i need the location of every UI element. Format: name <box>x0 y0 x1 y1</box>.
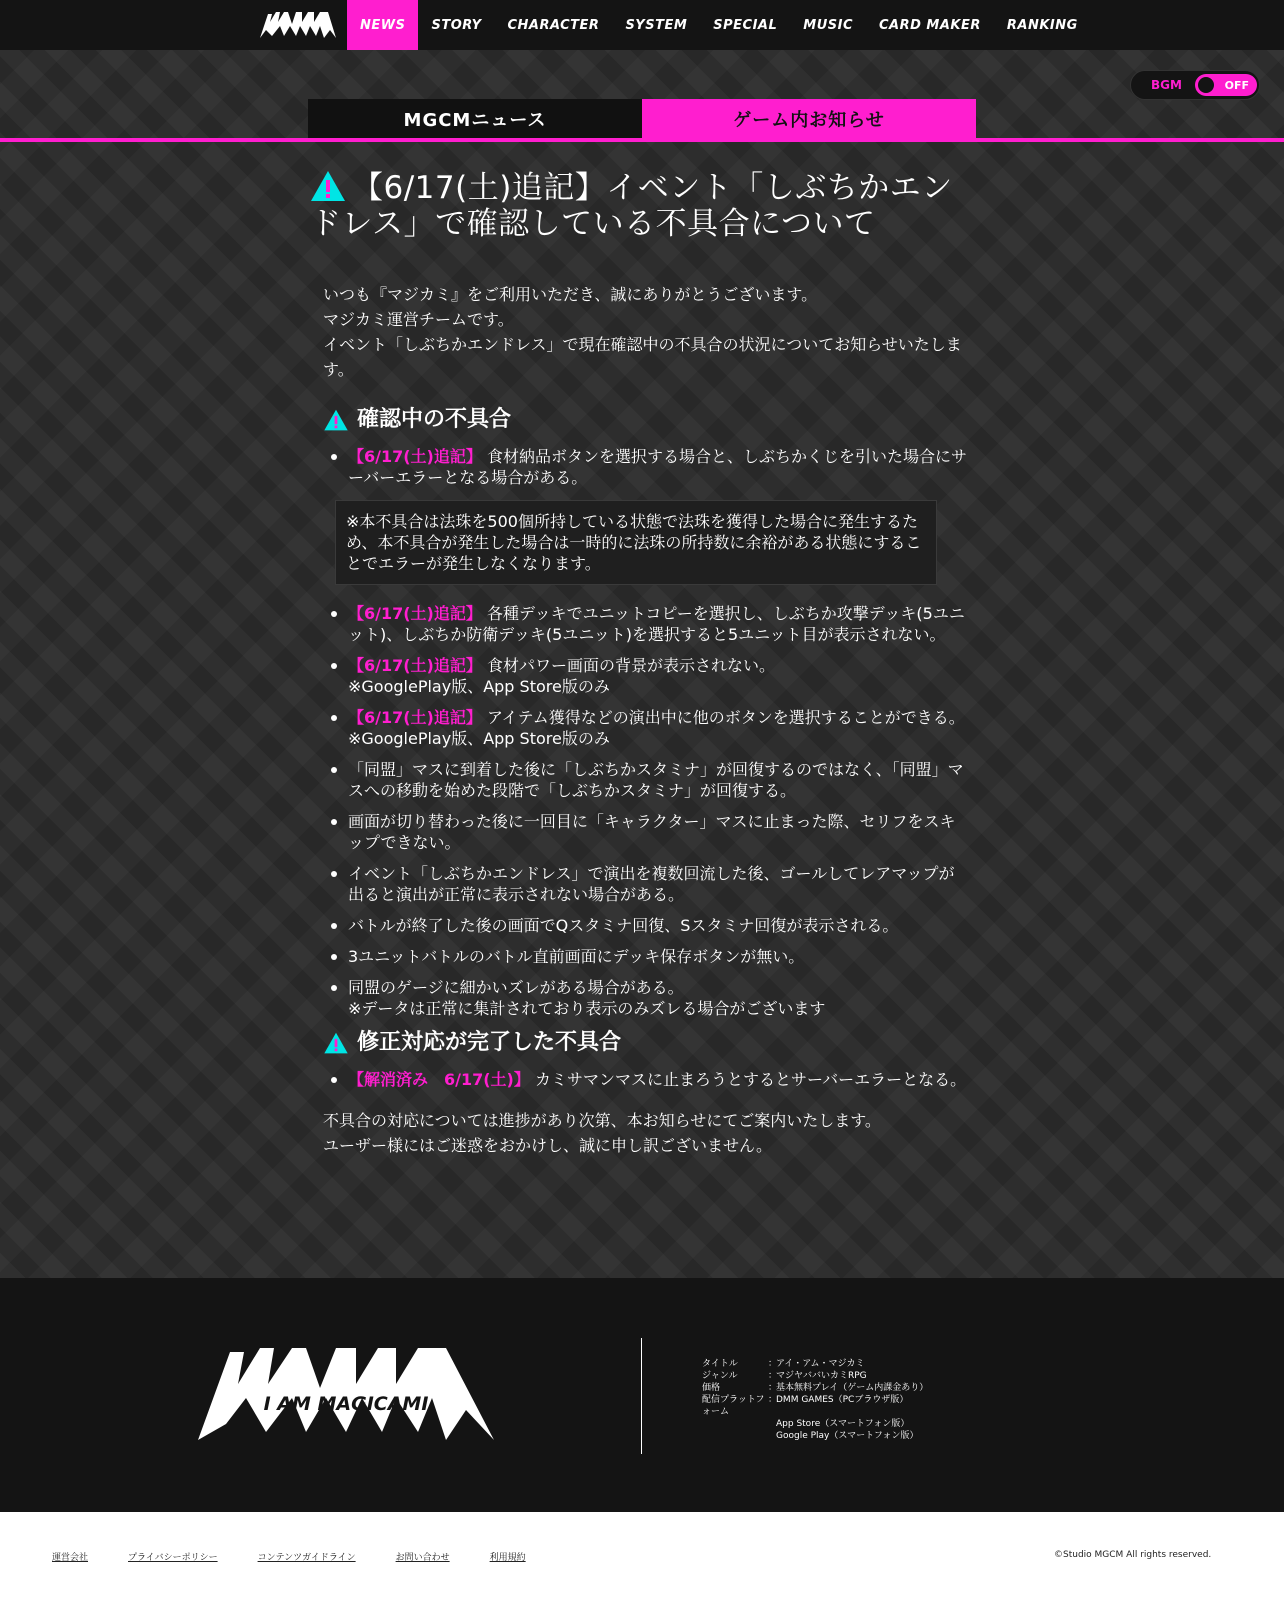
info-value: マジヤババいカミRPG <box>776 1371 867 1381</box>
info-row <box>702 1382 928 1394</box>
nav-item-news[interactable]: NEWS <box>347 0 418 50</box>
bug-text: アイテム獲得などの演出中に他のボタンを選択することができる。 <box>481 708 965 727</box>
tab-underline <box>0 138 1284 142</box>
nav-item-card-maker[interactable]: CARD MAKER <box>879 17 981 33</box>
nav-item-special[interactable]: SPECIAL <box>713 17 778 33</box>
article-title-text: 【6/17(土)追記】イベント「しぶちかエンドレス」で確認している不具合について <box>310 170 953 242</box>
update-tag: 【6/17(土)追記】 <box>348 656 482 675</box>
list-item <box>323 811 970 853</box>
bug-text: 「同盟」マスに到着した後に「しぶちかスタミナ」が回復するのではなく、「同盟」マスへの移動を始めた段階で「しぶちかスタミナ」が回復する。 <box>348 760 964 800</box>
list-item <box>323 946 970 967</box>
nav-item-character[interactable]: CHARACTER <box>507 17 600 33</box>
bug-text: 食材パワー画面の背景が表示されない。 <box>481 656 775 675</box>
info-value: Google Play（スマートフォン版） <box>776 1431 919 1441</box>
bug-text: 同盟のゲージに細かいズレがある場合がある。 <box>348 978 684 997</box>
section-heading-text: 修正対応が完了した不具合 <box>357 1030 622 1055</box>
nav-item-story[interactable]: STORY <box>431 17 482 33</box>
bug-list-investigating <box>323 446 970 488</box>
bug-text: 各種デッキでユニットコピーを選択し、しぶちか攻撃デッキ(5ユニット)、しぶちか防衛デッキ(5ユニット)を選択すると5ユニット目が表示されない。 <box>348 604 965 644</box>
bug-list-investigating-more <box>323 603 970 1019</box>
nav-item-music[interactable]: MUSIC <box>803 17 853 33</box>
footer-link[interactable]: 運営会社 <box>52 1553 89 1563</box>
list-item <box>323 759 970 801</box>
footer-link[interactable]: お問い合わせ <box>395 1553 450 1563</box>
info-row <box>702 1358 928 1370</box>
footer-links <box>52 1550 566 1563</box>
intro-text <box>323 282 970 382</box>
list-item <box>323 915 970 936</box>
info-value: DMM GAMES（PCブラウザ版） <box>776 1395 909 1405</box>
list-item <box>323 1069 970 1090</box>
info-separator: ： <box>768 1359 778 1369</box>
info-separator: ： <box>768 1395 778 1405</box>
bug-text: 食材納品ボタンを選択する場合と、しぶちかくじを引いた場合にサーバーエラーとなる場合がある。 <box>348 447 967 487</box>
bug-text: カミサマンマスに止まろうとするとサーバーエラーとなる。 <box>529 1070 967 1089</box>
article <box>310 170 970 1158</box>
info-row <box>702 1430 928 1442</box>
bgm-control <box>1130 70 1260 100</box>
info-key: ジャンル <box>702 1371 738 1381</box>
info-key: 価格 <box>702 1383 721 1393</box>
warning-icon <box>323 1032 349 1054</box>
section-heading-fixed <box>323 1029 970 1057</box>
update-tag: 【6/17(土)追記】 <box>348 708 482 727</box>
section-heading-investigating <box>323 406 970 434</box>
bug-text: 画面が切り替わった後に一回目に「キャラクター」マスに止まった際、セリフをスキップできない。 <box>348 812 956 852</box>
footer-divider <box>641 1338 642 1454</box>
tab-in-game-notice[interactable]: ゲーム内お知らせ <box>642 99 976 139</box>
bug-text: 3ユニットバトルのバトル直前画面にデッキ保存ボタンが無い。 <box>348 947 805 966</box>
bgm-toggle[interactable] <box>1195 74 1257 96</box>
info-row <box>702 1394 928 1418</box>
info-row <box>702 1418 928 1430</box>
site-logo[interactable] <box>258 8 338 42</box>
article-title <box>310 170 970 242</box>
intro-line: マジカミ運営チームです。 <box>323 310 514 329</box>
footer <box>0 1278 1284 1512</box>
bug-subnote: ※データは正常に集計されており表示のみズレる場合がございます <box>348 999 826 1018</box>
info-key <box>702 1418 768 1430</box>
info-separator: ： <box>768 1371 778 1381</box>
info-value: アイ・アム・マジカミ <box>776 1359 865 1369</box>
game-info <box>702 1358 928 1442</box>
info-separator <box>768 1430 776 1442</box>
info-row <box>702 1370 928 1382</box>
top-navbar <box>0 0 1284 50</box>
update-tag: 【6/17(土)追記】 <box>348 447 482 466</box>
list-item <box>323 655 970 697</box>
footer-logo-text: I AM MAGICAMI <box>263 1393 429 1415</box>
bug-text: イベント「しぶちかエンドレス」で演出を複数回流した後、ゴールしてレアマップが出ると演出が正常に表示されない場合がある。 <box>348 864 955 904</box>
section-heading-text: 確認中の不具合 <box>357 407 512 432</box>
intro-line: いつも『マジカミ』をご利用いただき、誠にありがとうございます。 <box>323 285 818 304</box>
warning-icon <box>323 409 349 431</box>
list-item <box>323 707 970 749</box>
bgm-state: OFF <box>1224 78 1249 92</box>
info-value: 基本無料プレイ（ゲーム内課金あり） <box>776 1383 929 1393</box>
footer-link[interactable]: 利用規約 <box>489 1553 526 1563</box>
closing-text <box>323 1108 970 1158</box>
list-item <box>323 446 970 488</box>
resolved-tag: 【解消済み 6/17(土)】 <box>348 1070 530 1089</box>
note-box: ※本不具合は法珠を500個所持している状態で法珠を獲得した場合に発生するため、本不具合が発生した場合は一時的に法珠の所持数に余裕がある状態にすることでエラーが発生しなくなります。 <box>335 500 937 585</box>
nav-item-system[interactable]: SYSTEM <box>625 17 688 33</box>
bottom-bar <box>0 1512 1284 1600</box>
main-nav <box>347 0 1091 50</box>
bug-subnote: ※GooglePlay版、App Store版のみ <box>348 729 610 748</box>
info-key: 配信プラットフォーム <box>702 1395 765 1417</box>
update-tag: 【6/17(土)追記】 <box>348 604 482 623</box>
info-value: App Store（スマートフォン版） <box>776 1419 910 1429</box>
tab-mgcm-news[interactable]: MGCMニュース <box>308 99 642 139</box>
info-separator <box>768 1418 776 1430</box>
info-separator: ： <box>768 1383 778 1393</box>
bug-subnote: ※GooglePlay版、App Store版のみ <box>348 677 610 696</box>
bgm-label: BGM <box>1151 78 1182 92</box>
footer-logo <box>196 1344 496 1444</box>
news-tabs <box>308 99 976 139</box>
intro-line: イベント「しぶちかエンドレス」で現在確認中の不具合の状況についてお知らせいたします。 <box>323 335 962 379</box>
bug-text: バトルが終了した後の画面でQスタミナ回復、Sスタミナ回復が表示される。 <box>348 916 899 935</box>
closing-line: 不具合の対応については進捗があり次第、本お知らせにてご案内いたします。 <box>323 1111 881 1130</box>
footer-link[interactable]: コンテンツガイドライン <box>257 1553 356 1563</box>
info-key: タイトル <box>702 1359 738 1369</box>
info-key <box>702 1430 768 1442</box>
copyright: ©Studio MGCM All rights reserved. <box>1054 1550 1212 1560</box>
list-item <box>323 603 970 645</box>
footer-link[interactable]: プライバシーポリシー <box>128 1553 218 1563</box>
list-item <box>323 977 970 1019</box>
list-item <box>323 863 970 905</box>
bgm-toggle-knob <box>1198 77 1214 93</box>
warning-icon <box>310 170 346 202</box>
bug-list-fixed <box>323 1069 970 1090</box>
nav-item-ranking[interactable]: RANKING <box>1006 17 1078 33</box>
closing-line: ユーザー様にはご迷惑をおかけし、誠に申し訳ございません。 <box>323 1136 772 1155</box>
